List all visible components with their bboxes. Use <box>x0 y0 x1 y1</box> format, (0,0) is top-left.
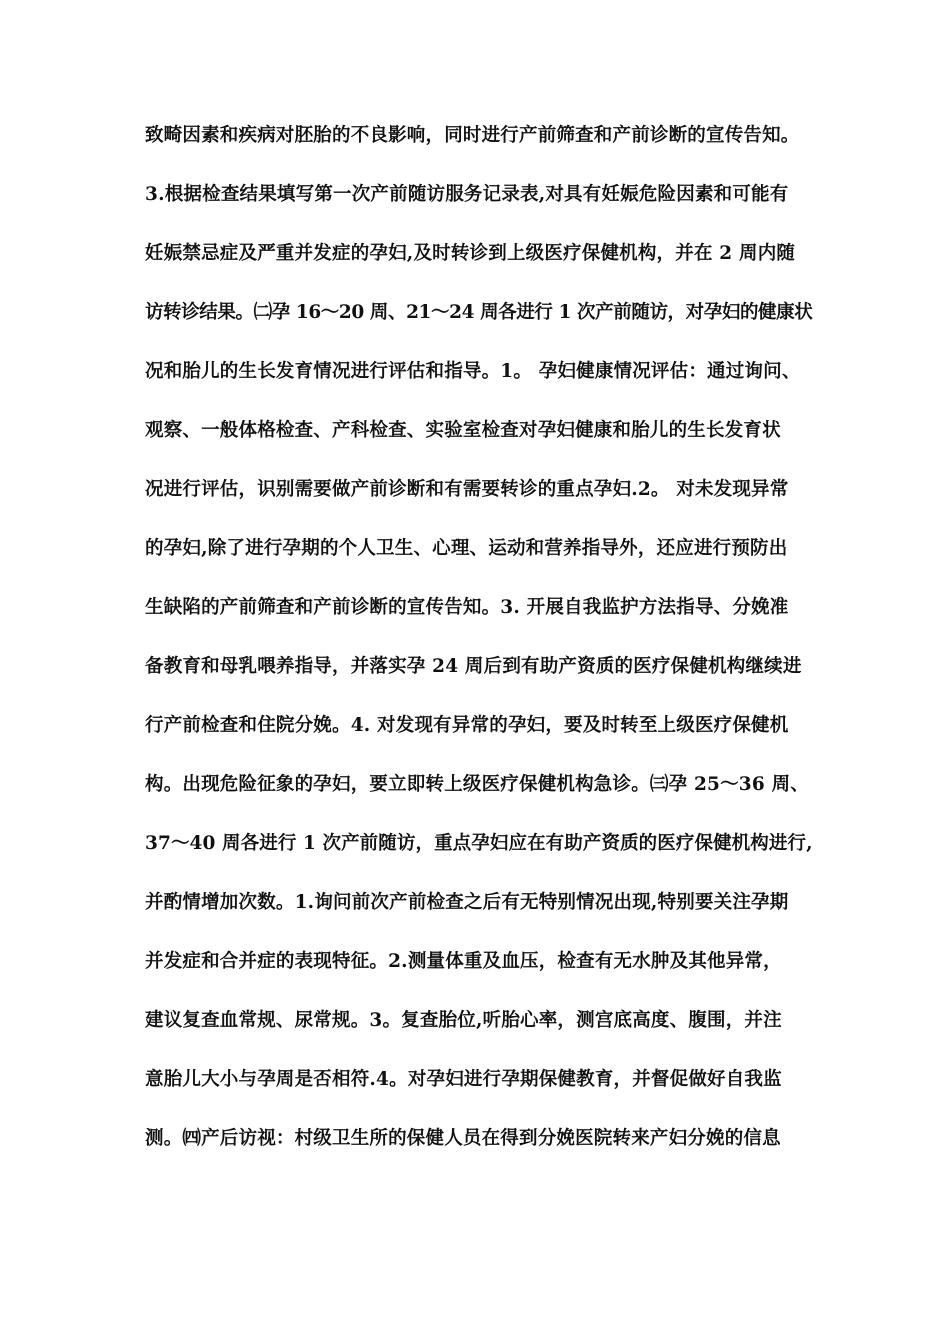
text-line-6: 观察、一般体格检查、产科检查、实验室检查对孕妇健康和胎儿的生长发育状 <box>145 420 781 441</box>
text-line-8: 的孕妇,除了进行孕期的个人卫生、心理、运动和营养指导外，还应进行预防出 <box>145 538 788 559</box>
text-line-3: 妊娠禁忌症及严重并发症的孕妇,及时转诊到上级医疗保健机构，并在 2 周内随 <box>145 243 796 264</box>
text-line-9: 生缺陷的产前筛查和产前诊断的宣传告知。3. 开展自我监护方法指导、分娩准 <box>145 597 789 618</box>
text-line-4: 访转诊结果。㈡孕 16～20 周、21～24 周各进行 1 次产前随访，对孕妇的健康状 <box>145 302 813 323</box>
text-line-13: 37～40 周各进行 1 次产前随访，重点孕妇应在有助产资质的医疗保健机构进行, <box>145 833 813 854</box>
text-line-15: 并发症和合并症的表现特征。2.测量体重及血压，检查有无水肿及其他异常， <box>145 951 782 972</box>
text-line-18: 测。㈣产后访视：村级卫生所的保健人员在得到分娩医院转来产妇分娩的信息 <box>145 1128 781 1149</box>
text-line-1: 致畸因素和疾病对胚胎的不良影响，同时进行产前筛查和产前诊断的宣传告知。 <box>145 125 800 146</box>
text-line-14: 并酌情增加次数。1.询问前次产前检查之后有无特别情况出现,特别要关注孕期 <box>145 892 789 913</box>
text-line-17: 意胎儿大小与孕周是否相符.4。对孕妇进行孕期保健教育，并督促做好自我监 <box>145 1069 782 1090</box>
text-line-10: 备教育和母乳喂养指导，并落实孕 24 周后到有助产资质的医疗保健机构继续进 <box>145 656 802 677</box>
text-line-11: 行产前检查和住院分娩。4. 对发现有异常的孕妇，要及时转至上级医疗保健机 <box>145 715 789 736</box>
text-line-12: 构。出现危险征象的孕妇，要立即转上级医疗保健机构急诊。㈢孕 25～36 周、 <box>145 774 809 795</box>
text-line-7: 况进行评估，识别需要做产前诊断和有需要转诊的重点孕妇.2。 对未发现异常 <box>145 479 789 500</box>
text-line-5: 况和胎儿的生长发育情况进行评估和指导。1。 孕妇健康情况评估：通过询问、 <box>145 361 801 382</box>
text-line-16: 建议复查血常规、尿常规。3。复查胎位,听胎心率，测宫底高度、腹围，并注 <box>145 1010 782 1031</box>
text-line-2: 3.根据检查结果填写第一次产前随访服务记录表,对具有妊娠危险因素和可能有 <box>145 184 789 205</box>
